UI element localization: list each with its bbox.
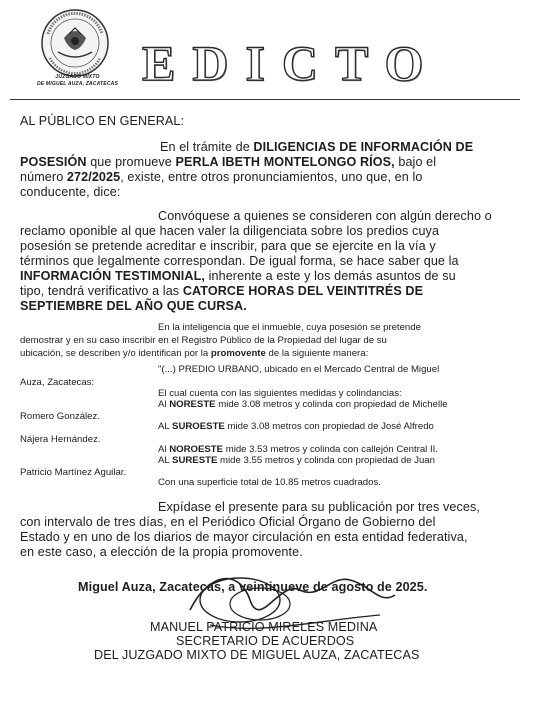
- salutation: AL PÚBLICO EN GENERAL:: [20, 114, 185, 128]
- p4-line1: Expídase el presente para su publicación por tres veces,: [158, 500, 481, 514]
- header-divider: [10, 99, 520, 100]
- quote-line7: Nájera Hernández.: [20, 434, 101, 445]
- quote-line1: "(...) PREDIO URBANO, ubicado en el Mercado Central de Miguel: [158, 364, 440, 375]
- p4-line2: con intervalo de tres días, en el Periódico Oficial Órgano de Gobierno del: [20, 515, 436, 529]
- court-line-1: JUZGADO MIXTO: [55, 74, 100, 80]
- court-line-2: DE MIGUEL AUZA, ZACATECAS: [36, 81, 119, 87]
- quote-line10: Patricio Martínez Aguilar.: [20, 467, 127, 478]
- p3-line2: demostrar y en su caso inscribir en el Registro Público de la Propiedad del lugar de su: [20, 335, 387, 346]
- p3-line3: ubicación, se describen y/o identifican por la promovente de la siguiente manera:: [20, 348, 369, 359]
- quote-line4: Al NORESTE mide 3.08 metros y colinda con propiedad de Michelle: [158, 399, 448, 410]
- p2-line2: reclamo oponible al que hacen valer la diligenciata sobre los predios cuya: [20, 224, 440, 238]
- p2-line7: SEPTIEMBRE DEL AÑO QUE CURSA.: [20, 299, 247, 313]
- p1-line4: conducente, dice:: [20, 185, 121, 199]
- signer-name: MANUEL PATRICIO MIRELES MEDINA: [150, 620, 378, 634]
- quote-line5: Romero González.: [20, 411, 100, 422]
- p3-line1: En la inteligencia que el inmueble, cuya posesión se pretende: [158, 322, 421, 333]
- quote-line9: AL SURESTE mide 3.55 metros y colinda con propiedad de Juan: [158, 455, 435, 466]
- p2-line4: términos que legalmente correspondan. De igual forma, se hace saber que la: [20, 254, 459, 268]
- p4-line3: Estado y en uno de los diarios de mayor circulación en esta entidad federativa,: [20, 530, 468, 544]
- p2-line1: Convóquese a quienes se consideren con algún derecho o: [158, 209, 492, 223]
- p2-line3: posesión se pretende acreditar e inscribir, para que se ejercite en la vía y: [20, 239, 436, 253]
- quote-line3: El cual cuenta con las siguientes medidas y colindancias:: [158, 388, 402, 399]
- p2-line5: INFORMACIÓN TESTIMONIAL, inherente a este y los demás asuntos de su: [20, 269, 456, 283]
- p2-line6: tipo, tendrá verificativo a las CATORCE HORAS DEL VEINTITRÉS DE: [20, 284, 424, 298]
- p1-line1: En el trámite de DILIGENCIAS DE INFORMACIÓN DE: [160, 140, 474, 154]
- p4-line4: en este caso, a elección de la propia promovente.: [20, 545, 303, 559]
- quote-line2: Auza, Zacatecas:: [20, 377, 95, 388]
- signer-role: SECRETARIO DE ACUERDOS: [176, 634, 355, 648]
- p1-line2: POSESIÓN que promueve PERLA IBETH MONTELONGO RÍOS, bajo el: [20, 155, 437, 169]
- date-line: Miguel Auza, Zacatecas, a veintinueve de agosto de 2025.: [78, 580, 428, 594]
- court-seal-icon: [38, 8, 112, 78]
- quote-line6: AL SUROESTE mide 3.08 metros con propiedad de José Alfredo: [158, 421, 434, 432]
- p1-line3: número 272/2025, existe, entre otros pronunciamientos, uno que, en lo: [20, 170, 423, 184]
- document-title: EDICTO: [142, 35, 441, 91]
- quote-line8: Al NOROESTE mide 3.53 metros y colinda con callejón Central II.: [158, 444, 438, 455]
- quote-line11: Con una superficie total de 10.85 metros cuadrados.: [158, 477, 381, 488]
- signer-court: DEL JUZGADO MIXTO DE MIGUEL AUZA, ZACATECAS: [94, 648, 420, 662]
